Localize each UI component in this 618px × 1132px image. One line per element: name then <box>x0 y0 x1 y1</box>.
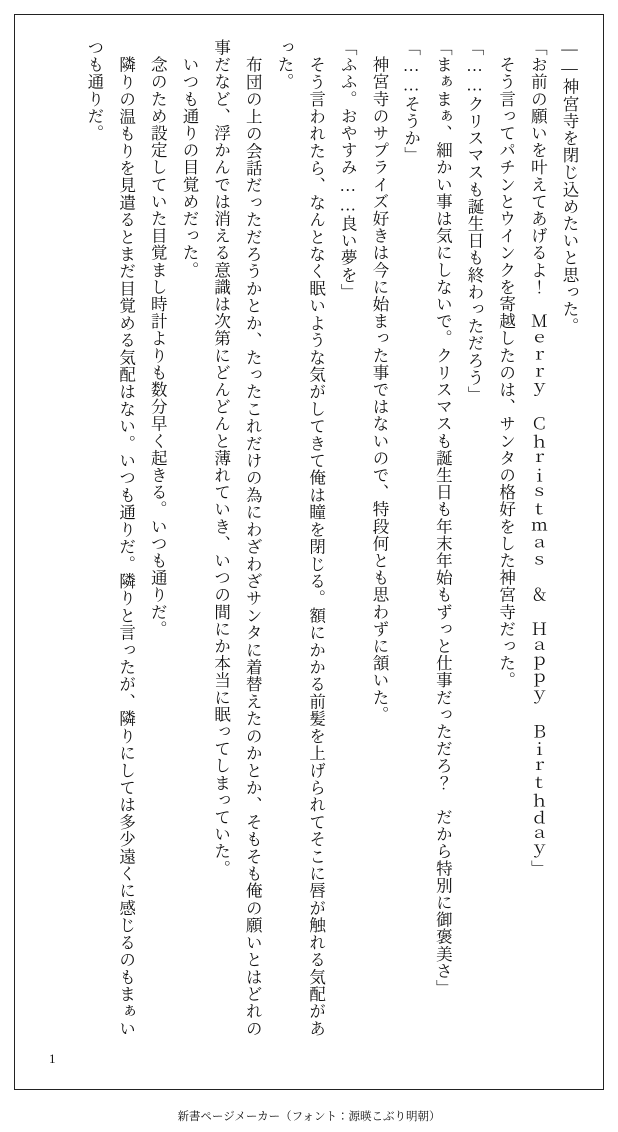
novel-body-text <box>33 39 585 1037</box>
paragraph-7: 神宮寺のサプライズ好きは今に始まった事ではないので、特段何とも思わずに頷いた。 <box>369 39 389 723</box>
novel-page <box>14 14 604 1090</box>
paragraph-4: 「……クリスマスも誕生日も終わっただろう」 <box>464 39 484 404</box>
paragraph-13: 隣りの温もりを見遣るとまだ目覚める気配はない。いつも通りだ。隣りと言ったが、隣りにしては多少遠くに感じるのもまぁいつも通りだ。 <box>84 39 136 1037</box>
paragraph-3: そう言ってパチンとウインクを寄越したのは、サンタの格好をした神宮寺だった。 <box>496 39 516 689</box>
paragraph-1: ――神宮寺を閉じ込めたいと思った。 <box>560 39 579 335</box>
paragraph-12: 念のため設定していた目覚まし時計よりも数分早く起きる。いつも通りだ。 <box>148 39 168 638</box>
page-number: 1 <box>49 1051 56 1066</box>
paragraph-10: 布団の上の会話だっただろうかとか、たったこれだけの為にわざわざサンタに着替えたのかとか、そもそも俺の願いとはどれの事だなど、浮かんでは消える意識は次第にどんどんと薄れていき、いつの間にか本当に眠ってしまっていた。 <box>211 39 263 1037</box>
paragraph-11: いつも通りの目覚めだった。 <box>179 39 199 279</box>
paragraph-8: 「ふふ。おやすみ……良い夢を」 <box>338 39 358 301</box>
paragraph-2: 「お前の願いを叶えてあげるよ！ Ｍｅｒｒｙ Ｃｈｒｉｓｔｍａｓ ＆ Ｈａｐｐｙ Ｂｉｒｔｈｄａｙ」 <box>528 39 548 877</box>
paragraph-9: そう言われたら、なんとなく眠いような気がしてきて俺は瞳を閉じる。額にかかる前髪を上げられてそこに唇が触れる気配があった。 <box>274 39 326 1037</box>
paragraph-5: 「まぁまぁ、細かい事は気にしないで。クリスマスも誕生日も年末年始もずっと仕事だっただろ？ だから特別に御褒美さ」 <box>433 39 453 997</box>
paragraph-6: 「……そうか」 <box>401 39 421 164</box>
footer-credit: 新書ページメーカー（フォント：源暎こぶり明朝） <box>177 1111 441 1123</box>
